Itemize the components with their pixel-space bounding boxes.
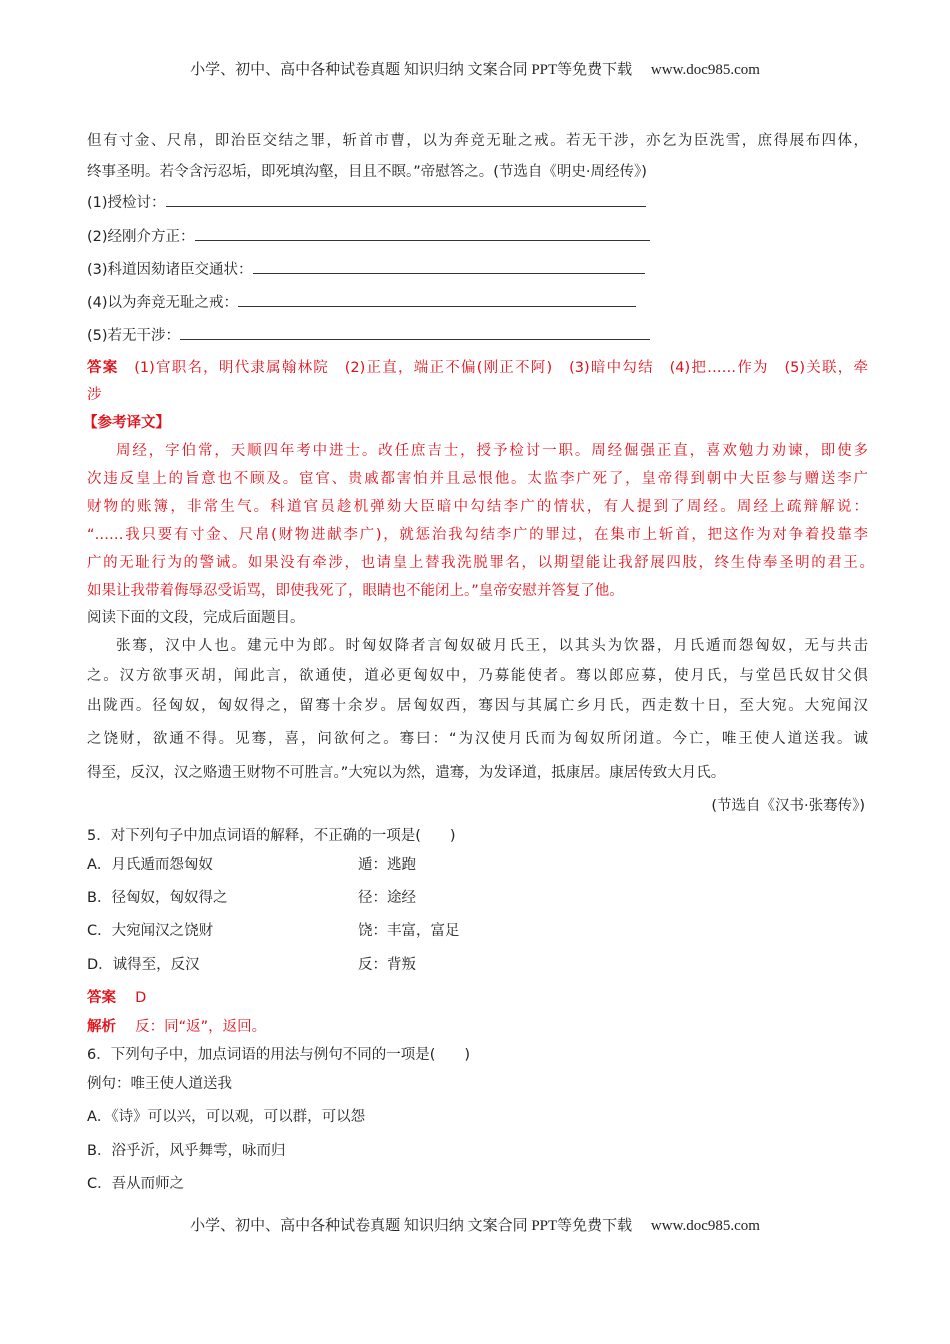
footer-url: www.doc985.com	[650, 1218, 760, 1234]
passage1-line: 但有寸金、尺帛，即治臣交结之罪，斩首市曹，以为奔竞无耻之戒。若无干涉，亦乞为臣洗雪，庶得展布四体，	[87, 133, 868, 149]
answer-blank	[238, 292, 636, 307]
option-text: B．径匈奴，匈奴得之	[87, 890, 228, 906]
answer-blank	[195, 226, 650, 241]
passage2-source: (节选自《汉书·张骞传》)	[711, 798, 865, 814]
answer-1	[87, 358, 868, 378]
option-text: C．大宛闻汉之饶财	[87, 923, 214, 939]
analysis-label: 解析	[87, 1019, 116, 1035]
question-label: (2)经刚介方正：	[87, 229, 195, 245]
question-label: (1)授检讨：	[87, 195, 166, 211]
answer-text: (1)官职名，明代隶属翰林院 (2)正直，端正不偏(刚正不阿) (3)暗中勾结 (4)把……作为 (5)关联，牵	[134, 360, 868, 376]
fill-question-1	[87, 192, 868, 213]
answer-1-cont: 涉	[87, 387, 102, 403]
question-label: (5)若无干涉：	[87, 328, 181, 344]
q6-option-c: C．吾从而师之	[87, 1176, 185, 1192]
option-explanation: 径：途经	[358, 890, 416, 906]
option-explanation: 反：背叛	[358, 957, 416, 973]
q5-analysis	[87, 1017, 868, 1037]
q5-option-b	[87, 888, 868, 908]
header-text: 小学、初中、高中各种试卷真题 知识归纳 文案合同 PPT等免费下载	[190, 62, 633, 78]
question-label: (3)科道因劾诸臣交通状：	[87, 262, 253, 278]
passage2-line: 出陇西。径匈奴，匈奴得之，留骞十余岁。居匈奴西，骞因与其属亡乡月氏，西走数十日，至大宛。大宛闻汉	[87, 698, 868, 714]
option-text: D．诚得至，反汉	[87, 957, 200, 973]
option-explanation: 遁：逃跑	[358, 857, 416, 873]
passage2-line: 得至，反汉，汉之赂遗王财物不可胜言。”大宛以为然，遣骞，为发译道，抵康居。康居传致大月氏。	[87, 765, 726, 781]
passage2-line: 张骞，汉中人也。建元中为郎。时匈奴降者言匈奴破月氏王，以其头为饮器，月氏遁而怨匈奴，无与共击	[116, 638, 868, 654]
q5-stem: 5．对下列句子中加点词语的解释，不正确的一项是( )	[87, 828, 456, 844]
fill-question-3	[87, 259, 868, 280]
q6-option-b: B．浴乎沂，风乎舞雩，咏而归	[87, 1143, 286, 1159]
page-footer	[0, 1214, 950, 1235]
answer-blank	[253, 259, 645, 274]
q6-option-a: A．《诗》可以兴，可以观，可以群，可以怨	[87, 1109, 366, 1125]
translation-line: “……我只要有寸金、尺帛(财物进献李广)，就惩治我勾结李广的罪过，在集市上斩首，把这作为对争着投靠李	[87, 527, 868, 543]
answer-blank	[166, 192, 646, 207]
footer-text: 小学、初中、高中各种试卷真题 知识归纳 文案合同 PPT等免费下载	[190, 1218, 633, 1234]
option-explanation: 饶：丰富，富足	[358, 923, 460, 939]
answer-label: 答案	[87, 990, 116, 1006]
translation-line: 次违反皇上的旨意也不顾及。宦官、贵戚都害怕并且忌恨他。太监李广死了，皇帝得到朝中大臣参与赠送李广	[87, 471, 868, 487]
passage2-line: 之。汉方欲事灭胡，闻此言，欲通使，道必更匈奴中，乃募能使者。骞以郎应募，使月氏，与堂邑氏奴甘父俱	[87, 668, 868, 684]
answer-label: 答案	[87, 360, 119, 376]
answer-value: D	[135, 990, 147, 1006]
passage2-intro: 阅读下面的文段，完成后面题目。	[87, 610, 305, 626]
passage1-line: 终事圣明。若令含污忍垢，即死填沟壑，目且不瞑。”帝慰答之。(节选自《明史·周经传》)	[87, 164, 647, 180]
answer-blank	[180, 325, 650, 340]
translation-line: 如果让我带着侮辱忍受诟骂，即使我死了，眼睛也不能闭上。”皇帝安慰并答复了他。	[87, 583, 624, 599]
q5-option-c	[87, 921, 868, 941]
fill-question-5	[87, 325, 868, 346]
header-url: www.doc985.com	[650, 62, 760, 78]
translation-line: 财物的账簿，非常生气。科道官员趁机弹劾大臣暗中勾结李广的情状，有人提到了周经。周经上疏辩解说：	[87, 499, 868, 515]
translation-title: 【参考译文】	[83, 415, 170, 431]
q5-answer	[87, 988, 868, 1008]
fill-question-2	[87, 226, 868, 247]
passage2-line: 之饶财，欲通不得。见骞，喜，问欲何之。骞曰：“为汉使月氏而为匈奴所闭道。今亡，唯王使人道送我。诚	[87, 731, 868, 747]
q6-stem: 6．下列句子中，加点词语的用法与例句不同的一项是( )	[87, 1047, 471, 1063]
page-header	[0, 58, 950, 79]
q6-example: 例句：唯王使人道送我	[87, 1076, 232, 1092]
option-text: A．月氏遁而怨匈奴	[87, 857, 213, 873]
question-label: (4)以为奔竞无耻之戒：	[87, 295, 239, 311]
q5-option-d	[87, 955, 868, 975]
fill-question-4	[87, 292, 868, 313]
translation-line: 广的无耻行为的警诫。如果没有牵涉，也请皇上替我洗脱罪名，以期望能让我舒展四肢，终生侍奉圣明的君王。	[87, 555, 874, 571]
translation-line: 周经，字伯常，天顺四年考中进士。改任庶吉士，授予检讨一职。周经倔强正直，喜欢勉力劝谏，即使多	[116, 443, 868, 459]
q5-option-a	[87, 855, 868, 875]
analysis-text: 反：同“返”，返回。	[135, 1019, 267, 1035]
